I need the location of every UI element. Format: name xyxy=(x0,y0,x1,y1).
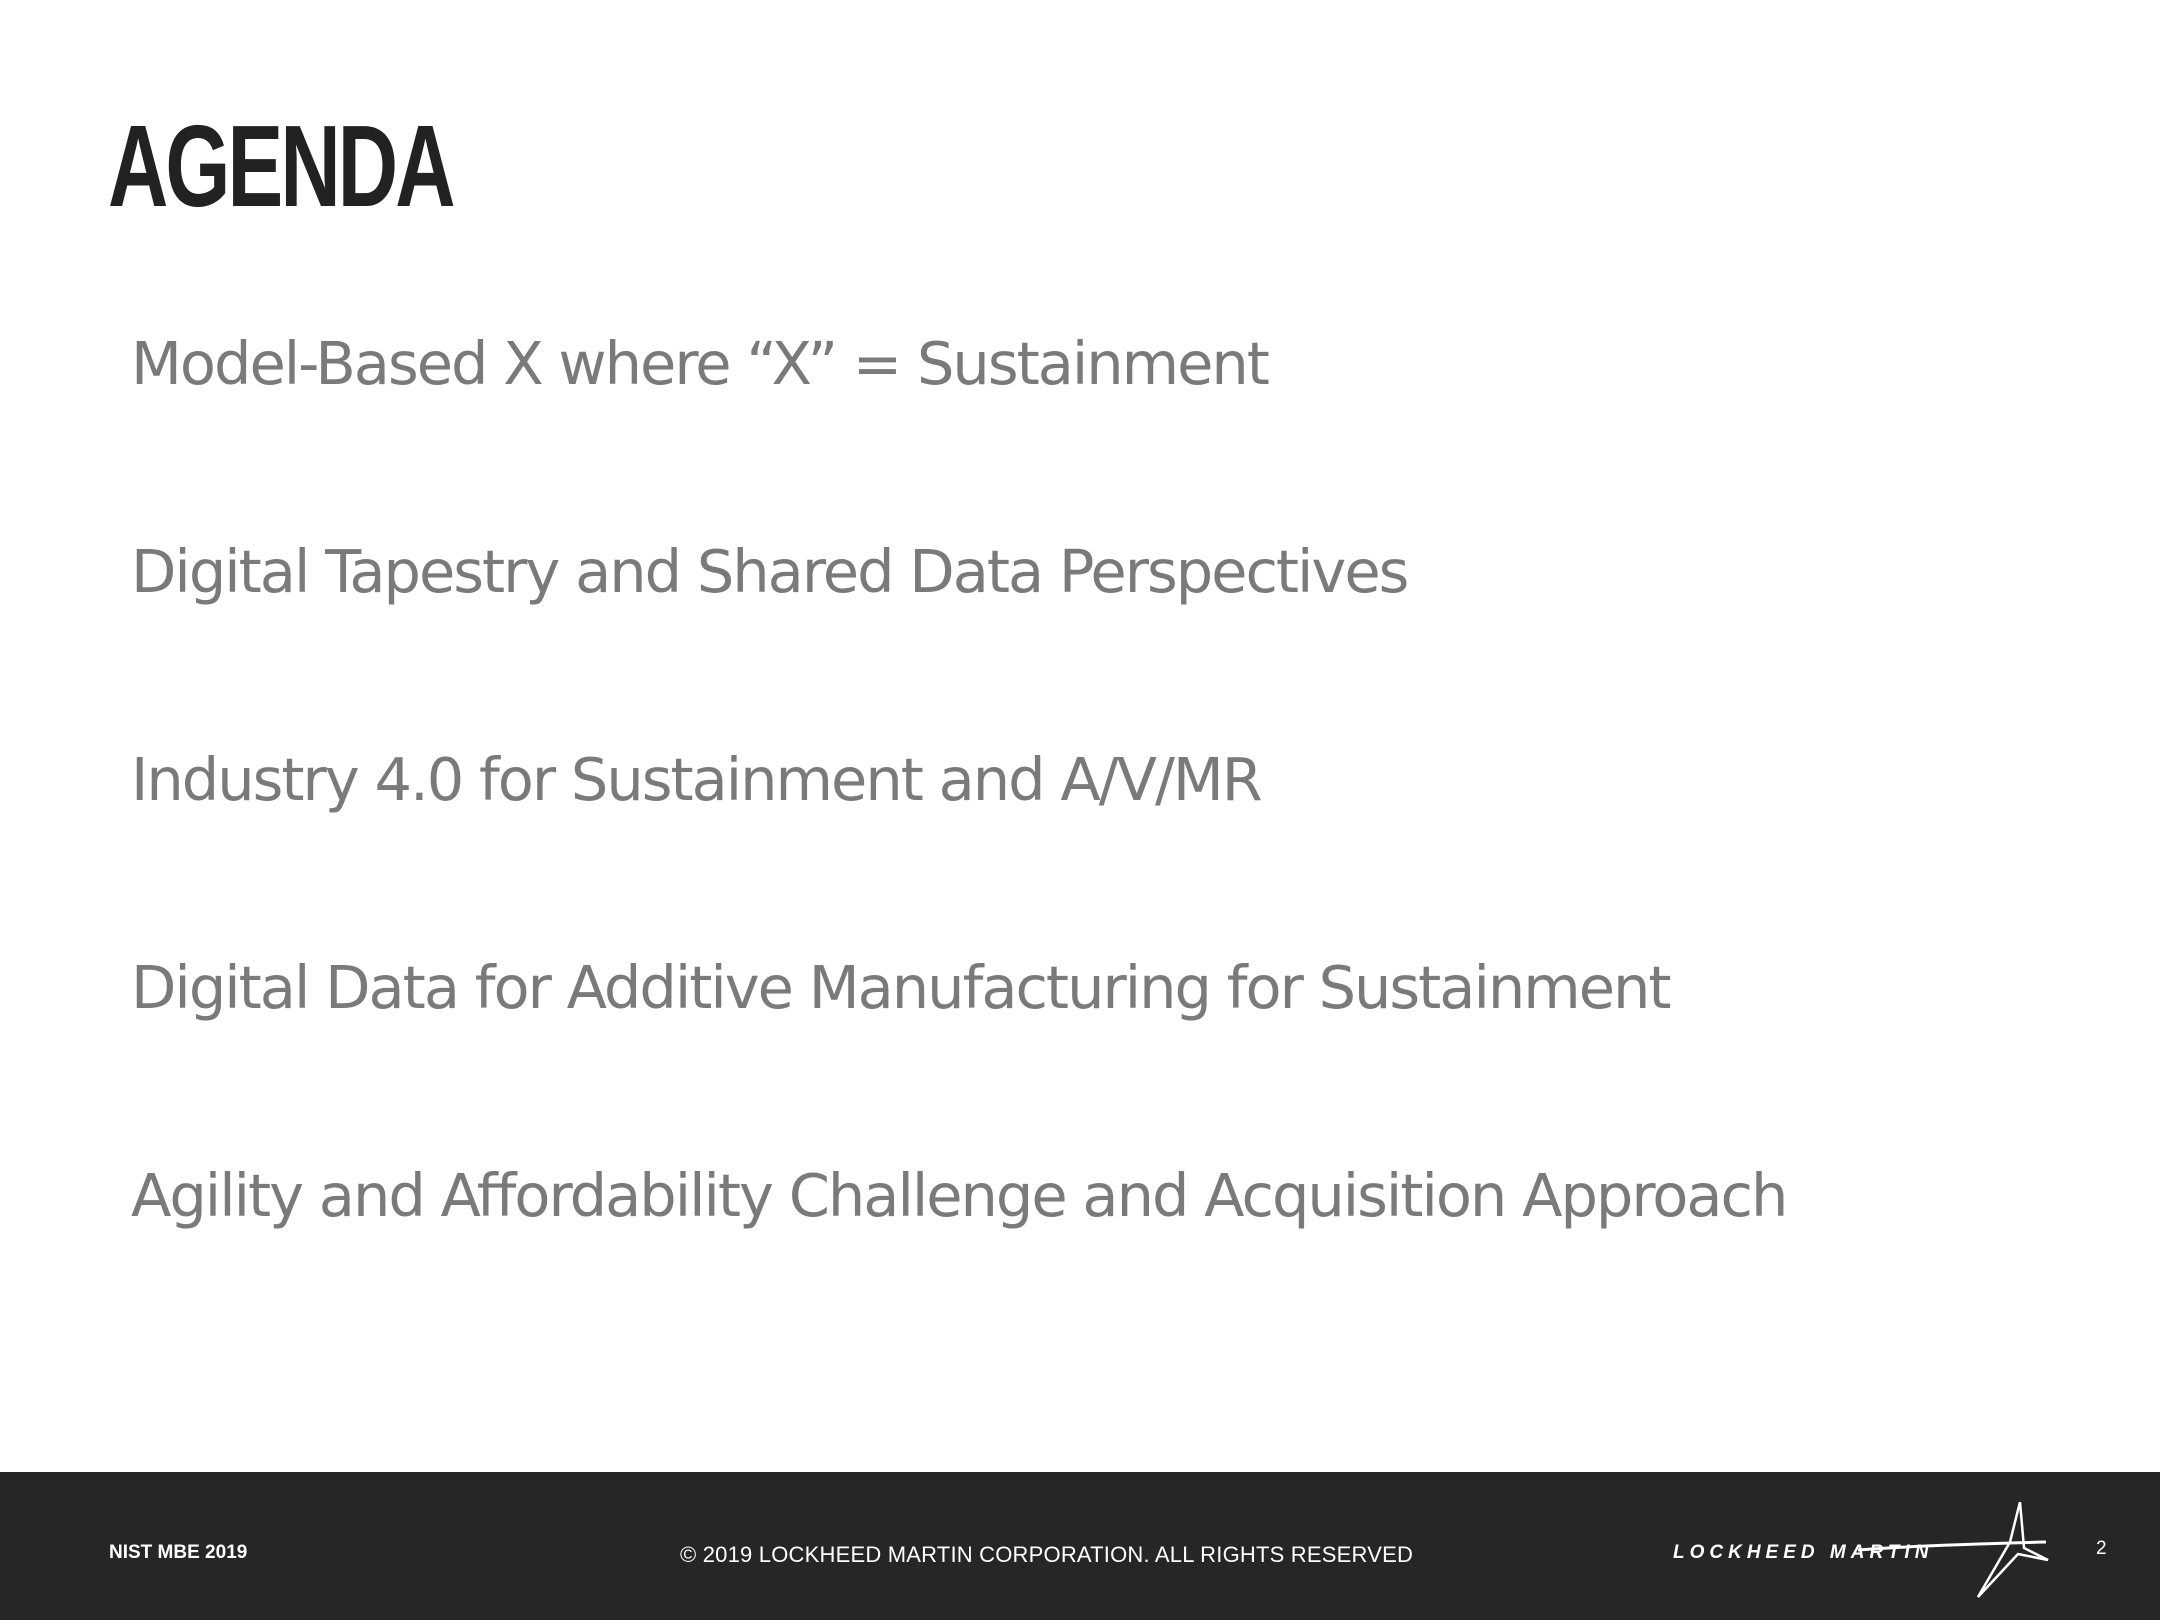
agenda-item: Digital Tapestry and Shared Data Perspectives xyxy=(131,537,1408,606)
lockheed-martin-logo xyxy=(1668,1502,2058,1602)
footer xyxy=(0,1472,2160,1620)
agenda-item: Digital Data for Additive Manufacturing for Sustainment xyxy=(131,953,1670,1022)
agenda-item: Agility and Affordability Challenge and Acquisition Approach xyxy=(131,1161,1787,1230)
page-number: 2 xyxy=(2096,1538,2107,1559)
event-label: NIST MBE 2019 xyxy=(109,1542,248,1563)
logo-wordmark: LOCKHEED MARTIN xyxy=(1673,1542,1934,1563)
agenda-item: Model-Based X where “X” = Sustainment xyxy=(131,329,1268,398)
agenda-list xyxy=(131,322,1786,1238)
slide-title: AGENDA xyxy=(108,101,453,231)
agenda-item: Industry 4.0 for Sustainment and A/V/MR xyxy=(131,745,1261,814)
copyright-notice: © 2019 LOCKHEED MARTIN CORPORATION. ALL RIGHTS RESERVED xyxy=(680,1542,1414,1567)
